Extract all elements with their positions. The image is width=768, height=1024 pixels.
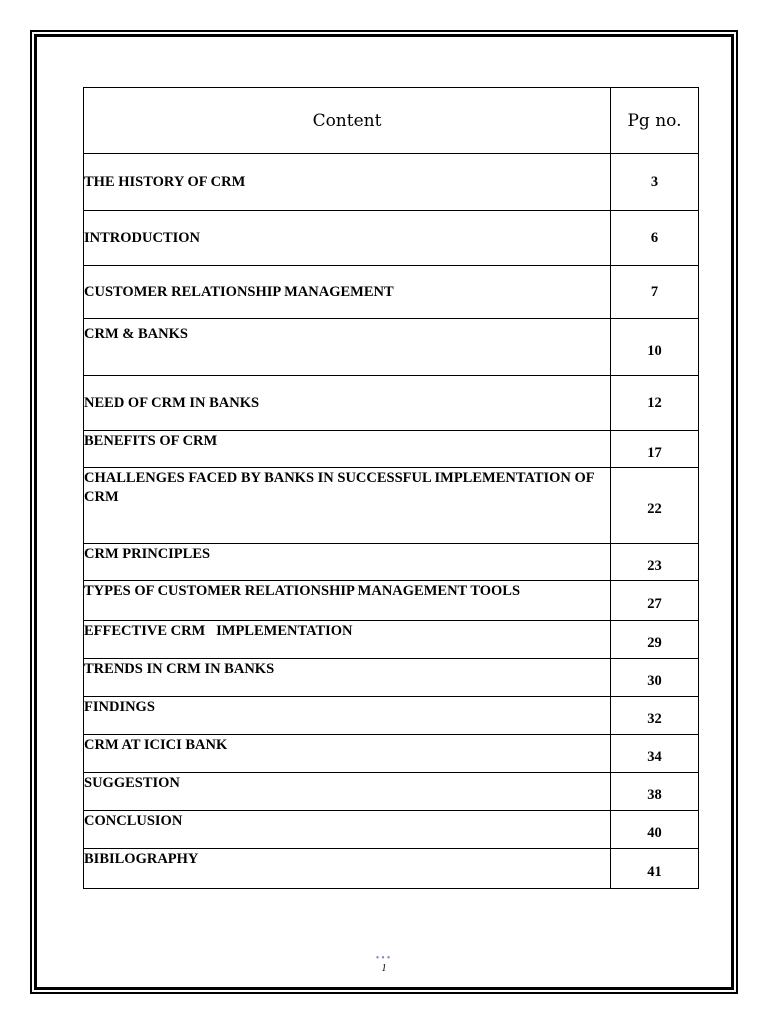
toc-row [84,697,699,735]
toc-entry-page: 32 [611,697,699,735]
toc-row [84,773,699,811]
toc-entry-title: BIBILOGRAPHY [84,849,611,889]
toc-row [84,735,699,773]
toc-row [84,544,699,581]
toc-entry-title: SUGGESTION [84,773,611,811]
toc-row [84,319,699,376]
toc-row [84,468,699,544]
toc-entry-page: 23 [611,544,699,581]
toc-entry-page: 17 [611,431,699,468]
table-of-contents [83,87,699,889]
toc-entry-title: INTRODUCTION [84,211,611,266]
toc-entry-page: 41 [611,849,699,889]
toc-entry-title: CUSTOMER RELATIONSHIP MANAGEMENT [84,266,611,319]
toc-entry-page: 30 [611,659,699,697]
toc-entry-title: CHALLENGES FACED BY BANKS IN SUCCESSFUL IMPLEMENTATION OF CRM [84,468,611,544]
toc-row [84,621,699,659]
toc-entry-title: CRM PRINCIPLES [84,544,611,581]
toc-row [84,849,699,889]
footer-dots-ornament: ••• [375,953,393,964]
toc-row [84,811,699,849]
toc-entry-page: 27 [611,581,699,621]
toc-row [84,581,699,621]
header-content: Content [84,88,611,154]
toc-entry-title: TRENDS IN CRM IN BANKS [84,659,611,697]
toc-entry-page: 12 [611,376,699,431]
toc-entry-title: EFFECTIVE CRM IMPLEMENTATION [84,621,611,659]
toc-entry-title: NEED OF CRM IN BANKS [84,376,611,431]
toc-entry-title: CRM & BANKS [84,319,611,376]
toc-entry-title: CRM AT ICICI BANK [84,735,611,773]
toc-row [84,154,699,211]
toc-row [84,431,699,468]
toc-entry-page: 10 [611,319,699,376]
page-number: 1 [381,963,387,974]
toc-header-row [84,88,699,154]
toc-row [84,659,699,697]
toc-entry-page: 38 [611,773,699,811]
toc-entry-title: TYPES OF CUSTOMER RELATIONSHIP MANAGEMENT TOOLS [84,581,611,621]
toc-row [84,211,699,266]
toc-entry-page: 3 [611,154,699,211]
toc-entry-title: CONCLUSION [84,811,611,849]
page-footer [0,954,768,974]
toc-entry-page: 22 [611,468,699,544]
toc-entry-title: FINDINGS [84,697,611,735]
toc-entry-title: BENEFITS OF CRM [84,431,611,468]
toc-entry-page: 7 [611,266,699,319]
toc-entry-page: 6 [611,211,699,266]
toc-row [84,376,699,431]
toc-entry-page: 29 [611,621,699,659]
toc-entry-title: THE HISTORY OF CRM [84,154,611,211]
header-page-number: Pg no. [611,88,699,154]
toc-entry-page: 34 [611,735,699,773]
toc-entry-page: 40 [611,811,699,849]
toc-row [84,266,699,319]
